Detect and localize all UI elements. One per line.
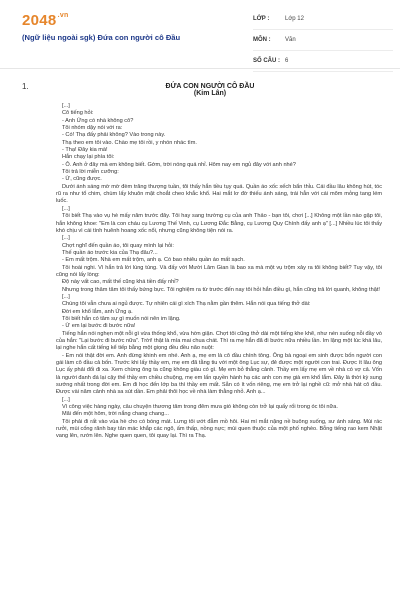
- meta-label: MÔN :: [253, 37, 271, 43]
- passage-paragraph: Mãi đến một hôm, trời nắng chang chang...: [62, 411, 169, 418]
- meta-value: Lớp 12: [285, 16, 304, 22]
- passage-paragraph: Tôi trả lời miễn cưỡng:: [62, 169, 119, 176]
- passage-heading: [60, 83, 360, 97]
- passage-paragraph: - Em nói thật đời em. Anh đừng khinh em nhé. Anh ạ, mẹ em là cô đầu chính tông. Ông bà ngoại em sinh được bốn người con gái làm cô đầu cả bốn. Trước khi lấy thầy em, mẹ em đã tằng tiu với một ông Lục sự, đẻ được một người con trai. Được ít lâu ông Lục ấy phải đổi đi xa. Xem chừng ông ta cũng không giàu có gì. Mẹ em bỏ thẳng cảnh. Thầy em lấy mẹ em về nhà có vợ cả. Vốn là người đanh đá lại cậy thế thầy em chiều chuộng, mẹ em lấn quyền hành hạ các anh con mẹ già em khổ lắm. Đây là thời kỳ sung sướng nhất trong đời em. Em đi học đến lớp ba thì thầy em mất. Sẵn có ít vốn riêng, mẹ em trở lại nghề cũ: mở nhà hát cô đầu. Được vài năm cảnh nhà sa sút dần. Em phải thôi học về nhà làm thằng nhỏ. Anh ạ...: [56, 352, 382, 396]
- question-content: [0, 82, 400, 441]
- passage-paragraph: Độ này vất cao, mất thế cũng khá tiền đấy nhỉ?: [62, 279, 179, 286]
- passage-paragraph: Hắn chạy lại phía tôi:: [62, 154, 115, 161]
- passage-paragraph: [...]: [62, 205, 70, 212]
- passage-paragraph: Đời em khổ lắm, anh Ứng ạ.: [62, 308, 133, 315]
- passage-paragraph: - Thạ! Đây kia mà!: [62, 147, 108, 154]
- meta-label: LỚP :: [253, 16, 270, 22]
- site-logo[interactable]: $2048^{.vn}$: [22, 12, 69, 29]
- passage-paragraph: Tôi biết Thạ vào vụ hè mấy năm trước đây. Tôi hay sang trường cụ của anh Thảo - bạn tôi, chơi [...] Không một lần nào gặp tôi, hắn không khoe: "Em là con cháu cụ Lương Thế Vinh, cụ Lương Đắc Bằng, cụ Lương Quy Chính đấy anh ạ" [...] Nhiều lúc tôi thấy khó chịu vì cái tính huênh hoang xốc nổi, nhưng cũng không tiện nói ra.: [56, 213, 382, 234]
- passage-paragraph: [...]: [62, 293, 70, 300]
- passage-paragraph: - Ô. Anh ở đây mà em không biết. Gớm, trời nóng quá nhỉ. Hôm nay em ngủ đây với anh nhé?: [62, 161, 296, 168]
- meta-table: [253, 9, 393, 72]
- meta-row-subject: [253, 30, 393, 51]
- question-number: 1.: [22, 82, 29, 91]
- passage-paragraph: Tôi hoài nghi. Vì hắn trả lời lúng túng. Và đấy với Mười Lâm Gian là bao xa mà một vụ trộm xảy ra tôi không biết? Tuy vậy, tôi cũng nói lấy lòng:: [56, 264, 382, 278]
- passage-paragraph: Dưới ánh sáng mờ mờ đèm trăng thượng tuần, tôi thấy hắn tiều tụy quá. Quần áo xốc xếch bẩn thỉu. Cái đầu lâu không hút, tóc rũ ra như tổ chim, chùm lấy khuôn mặt choắt cheo khắc khổ. Hai mắt lơ đờ thiếu ánh sáng, trái hẳn với cái mõm mỏng tang lém luốc.: [56, 183, 382, 205]
- passage-paragraph: Tiếng hắn nói nghẹn một nỗi gì vừa thống khổ, vừa hờn giận. Chợt tôi cũng thở dài một tiếng khe khẽ, như nén xuống nỗi đầy vò của hắn: "Lại bước đi bước nữa". Trời! thật là mía mai chua chát. Thì ra mẹ hắn đã đi bước nữa nhiều lần. Im lặng một lúc khá lâu, lại nghe hắn cất tiếng kể tiếp bằng một giọng đều đều não nuột:: [56, 330, 382, 352]
- passage-paragraph: [...]: [62, 235, 70, 242]
- passage-paragraph: Tôi phải đi rất vào vùa hè cho có bóng mát. Lưng tôi ướt đẫm mồ hôi. Hai mí mắt nặng nề buông xuống, sư ánh sáng. Mùi rác rưởi, mùi cống rãnh bay tản mác khắp các ngõ, ấm thấp, nồng nực; mùi quen thuộc của một phố nghèo. Bỗng tiếng rao kem Nhật vang lên, rướn lên. Nghe quen quen, tôi quay lại. Thì ra Thạ.: [56, 418, 382, 440]
- passage-paragraph: Chúng tôi vẫn chưa ai ngủ được. Tự nhiên cái gì xích Thạ nằm gần thêm. Hắn nói qua tiếng thở dài:: [62, 301, 311, 308]
- passage-paragraph: Cô tiếng hỏi:: [62, 110, 94, 117]
- document-header: [0, 0, 400, 69]
- passage-paragraph: - Có! Thạ đấy phải không? Vào trong này.: [62, 132, 166, 139]
- passage-paragraph: Tôi nhóm dậy nói với ra:: [62, 125, 123, 132]
- meta-label: SỐ CÂU :: [253, 58, 280, 64]
- passage-paragraph: - Ừ, cũng được.: [62, 176, 102, 183]
- meta-row-count: [253, 51, 393, 72]
- passage-paragraph: - Anh Ứng có nhà không cô?: [62, 117, 134, 124]
- passage-paragraph: Thế quần áo trước kia của Thạ đâu?...: [62, 249, 158, 256]
- passage-paragraph: Tôi biết hắn có tâm sự gì muốn nói nên im lặng.: [62, 315, 181, 322]
- document-title: (Ngữ liệu ngoài sgk) Đứa con người cô Đầu: [22, 33, 181, 42]
- passage-paragraph: [...]: [62, 103, 70, 109]
- passage-paragraph: Thạ theo em tôi vào. Chào mẹ tôi rồi, y nhón nhác tìm.: [62, 139, 197, 146]
- meta-row-class: [253, 9, 393, 30]
- passage-author: (Kim Lân): [193, 90, 227, 97]
- meta-value: 6: [285, 58, 289, 64]
- passage-title: ĐỨA CON NGƯỜI CÔ ĐẦU: [165, 83, 255, 90]
- passage-body: [0, 103, 400, 441]
- passage-paragraph: Nhưng trong thâm tâm tôi thấy bứng bực. Tôi nghiệm ra từ trước đến nay tôi hỏi hắn điều gì, hắn cũng trả lời quanh, không thật!: [62, 286, 380, 293]
- passage-paragraph: - Ừ em lại bước đi bước nữa!: [62, 323, 136, 330]
- passage-paragraph: [...]: [62, 396, 70, 403]
- passage-paragraph: Vì công việc hàng ngày, câu chuyện thương tâm trong đêm mưa gió không còn trở lại quấy rối trong óc tôi nữa.: [62, 404, 338, 411]
- passage-paragraph: Chợt nghĩ đến quần áo, tôi quay mình lại hỏi:: [62, 242, 174, 249]
- meta-value: Văn: [285, 37, 296, 43]
- passage-paragraph: - Em mất trộm. Nhà em mất trộm, anh ạ. Có bao nhiêu quần áo mất sạch.: [62, 257, 245, 264]
